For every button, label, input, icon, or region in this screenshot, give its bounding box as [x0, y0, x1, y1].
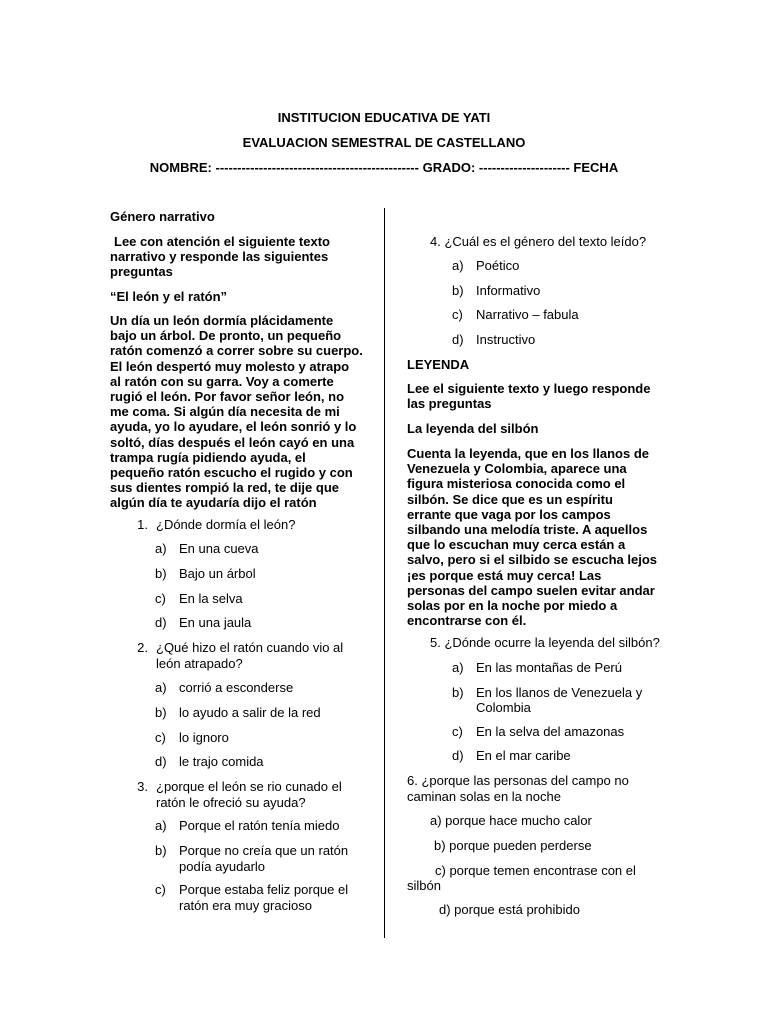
question-6: 6. ¿porque las personas del campo no caminan solas en la noche — [407, 773, 629, 804]
q2-option-b[interactable]: b) lo ayudo a salir de la red — [155, 705, 321, 720]
q1-option-a[interactable]: a) En una cueva — [155, 541, 259, 556]
q3-option-a[interactable]: a) Porque el ratón tenía miedo — [155, 818, 340, 833]
q6-option-d[interactable]: d) porque está prohibido — [439, 902, 580, 917]
exam-title: EVALUACION SEMESTRAL DE CASTELLANO — [242, 135, 526, 150]
question-4: 4. ¿Cuál es el género del texto leído? — [430, 234, 647, 249]
q6-option-a[interactable]: a) porque hace mucho calor — [430, 813, 592, 828]
q4-option-b[interactable]: b) Informativo — [452, 283, 541, 298]
q5-option-c[interactable]: c) En la selva del amazonas — [452, 724, 625, 739]
q3-option-b[interactable]: b) Porque no creía que un ratón podía ayudarlo — [155, 843, 349, 874]
q4-option-d[interactable]: d) Instructivo — [452, 332, 536, 347]
legend-section-title: LEYENDA — [407, 357, 470, 372]
q6-option-c[interactable]: c) porque temen encontrase con el silbón — [407, 863, 636, 893]
q6-option-b[interactable]: b) porque pueden perderse — [434, 838, 592, 853]
q1-option-b[interactable]: b) Bajo un árbol — [155, 566, 256, 581]
q4-option-a[interactable]: a) Poético — [452, 258, 520, 273]
instructions: Lee con atención el siguiente texto narrativo y responde las siguientes preguntas — [110, 234, 330, 280]
q2-option-c[interactable]: c) lo ignoro — [155, 730, 229, 745]
q1-option-c[interactable]: c) En la selva — [155, 591, 243, 606]
school-title: INSTITUCION EDUCATIVA DE YATI — [277, 110, 491, 125]
q3-option-c[interactable]: c) Porque estaba feliz porque el ratón era muy gracioso — [155, 882, 349, 913]
legend-story-title: La leyenda del silbón — [407, 421, 539, 436]
q4-option-c[interactable]: c) Narrativo – fabula — [452, 307, 579, 322]
legend-story-text: Cuenta la leyenda, que en los llanos de Venezuela y Colombia, aparece una figura misteriosa conocida como el silbón. Se dice que es un espíritu errante que vaga por los campos silbando una melodía triste. A aquellos que lo escuchan muy cerca están a salvo, pero si el silbido se escucha lejos ¡es porque está muy cerca! Las personas del campo suelen evitar andar solas por en la noche por miedo a encontrarse con él. — [407, 446, 657, 629]
name-grade-date-line: NOMBRE: ----------------------------------------------- GRADO: --------------------- FECHA — [149, 160, 619, 175]
q5-option-b[interactable]: b) En los llanos de Venezuela y Colombia — [452, 685, 643, 715]
legend-instructions: Lee el siguiente texto y luego responde las preguntas — [407, 381, 651, 412]
q2-option-a[interactable]: a) corrió a esconderse — [155, 680, 294, 695]
story-text: Un día un león dormía plácidamente bajo un árbol. De pronto, un pequeño ratón comenzó a correr sobre su cuerpo. El león despertó muy molesto y atrapo al ratón con su garra. Voy a comerte rugió el león. Por favor señor león, no me coma. Si algún día necesita de mi ayuda, yo lo ayudare, el león sonrió y lo soltó, días después el león cayó en una trampa rugía pidiendo ayuda, el pequeño ratón escucho el rugido y con sus dientes rompió la red, te dije que algún día te ayudaría dijo el ratón — [110, 313, 363, 511]
story-title: “El león y el ratón” — [110, 289, 228, 304]
q2-option-d[interactable]: d) le trajo comida — [155, 754, 264, 769]
column-divider — [384, 208, 385, 938]
q5-option-a[interactable]: a) En las montañas de Perú — [452, 660, 622, 675]
section-title: Género narrativo — [110, 209, 215, 224]
q5-option-d[interactable]: d) En el mar caribe — [452, 748, 571, 763]
q1-option-d[interactable]: d) En una jaula — [155, 615, 252, 630]
question-5: 5. ¿Dónde ocurre la leyenda del silbón? — [430, 635, 660, 650]
